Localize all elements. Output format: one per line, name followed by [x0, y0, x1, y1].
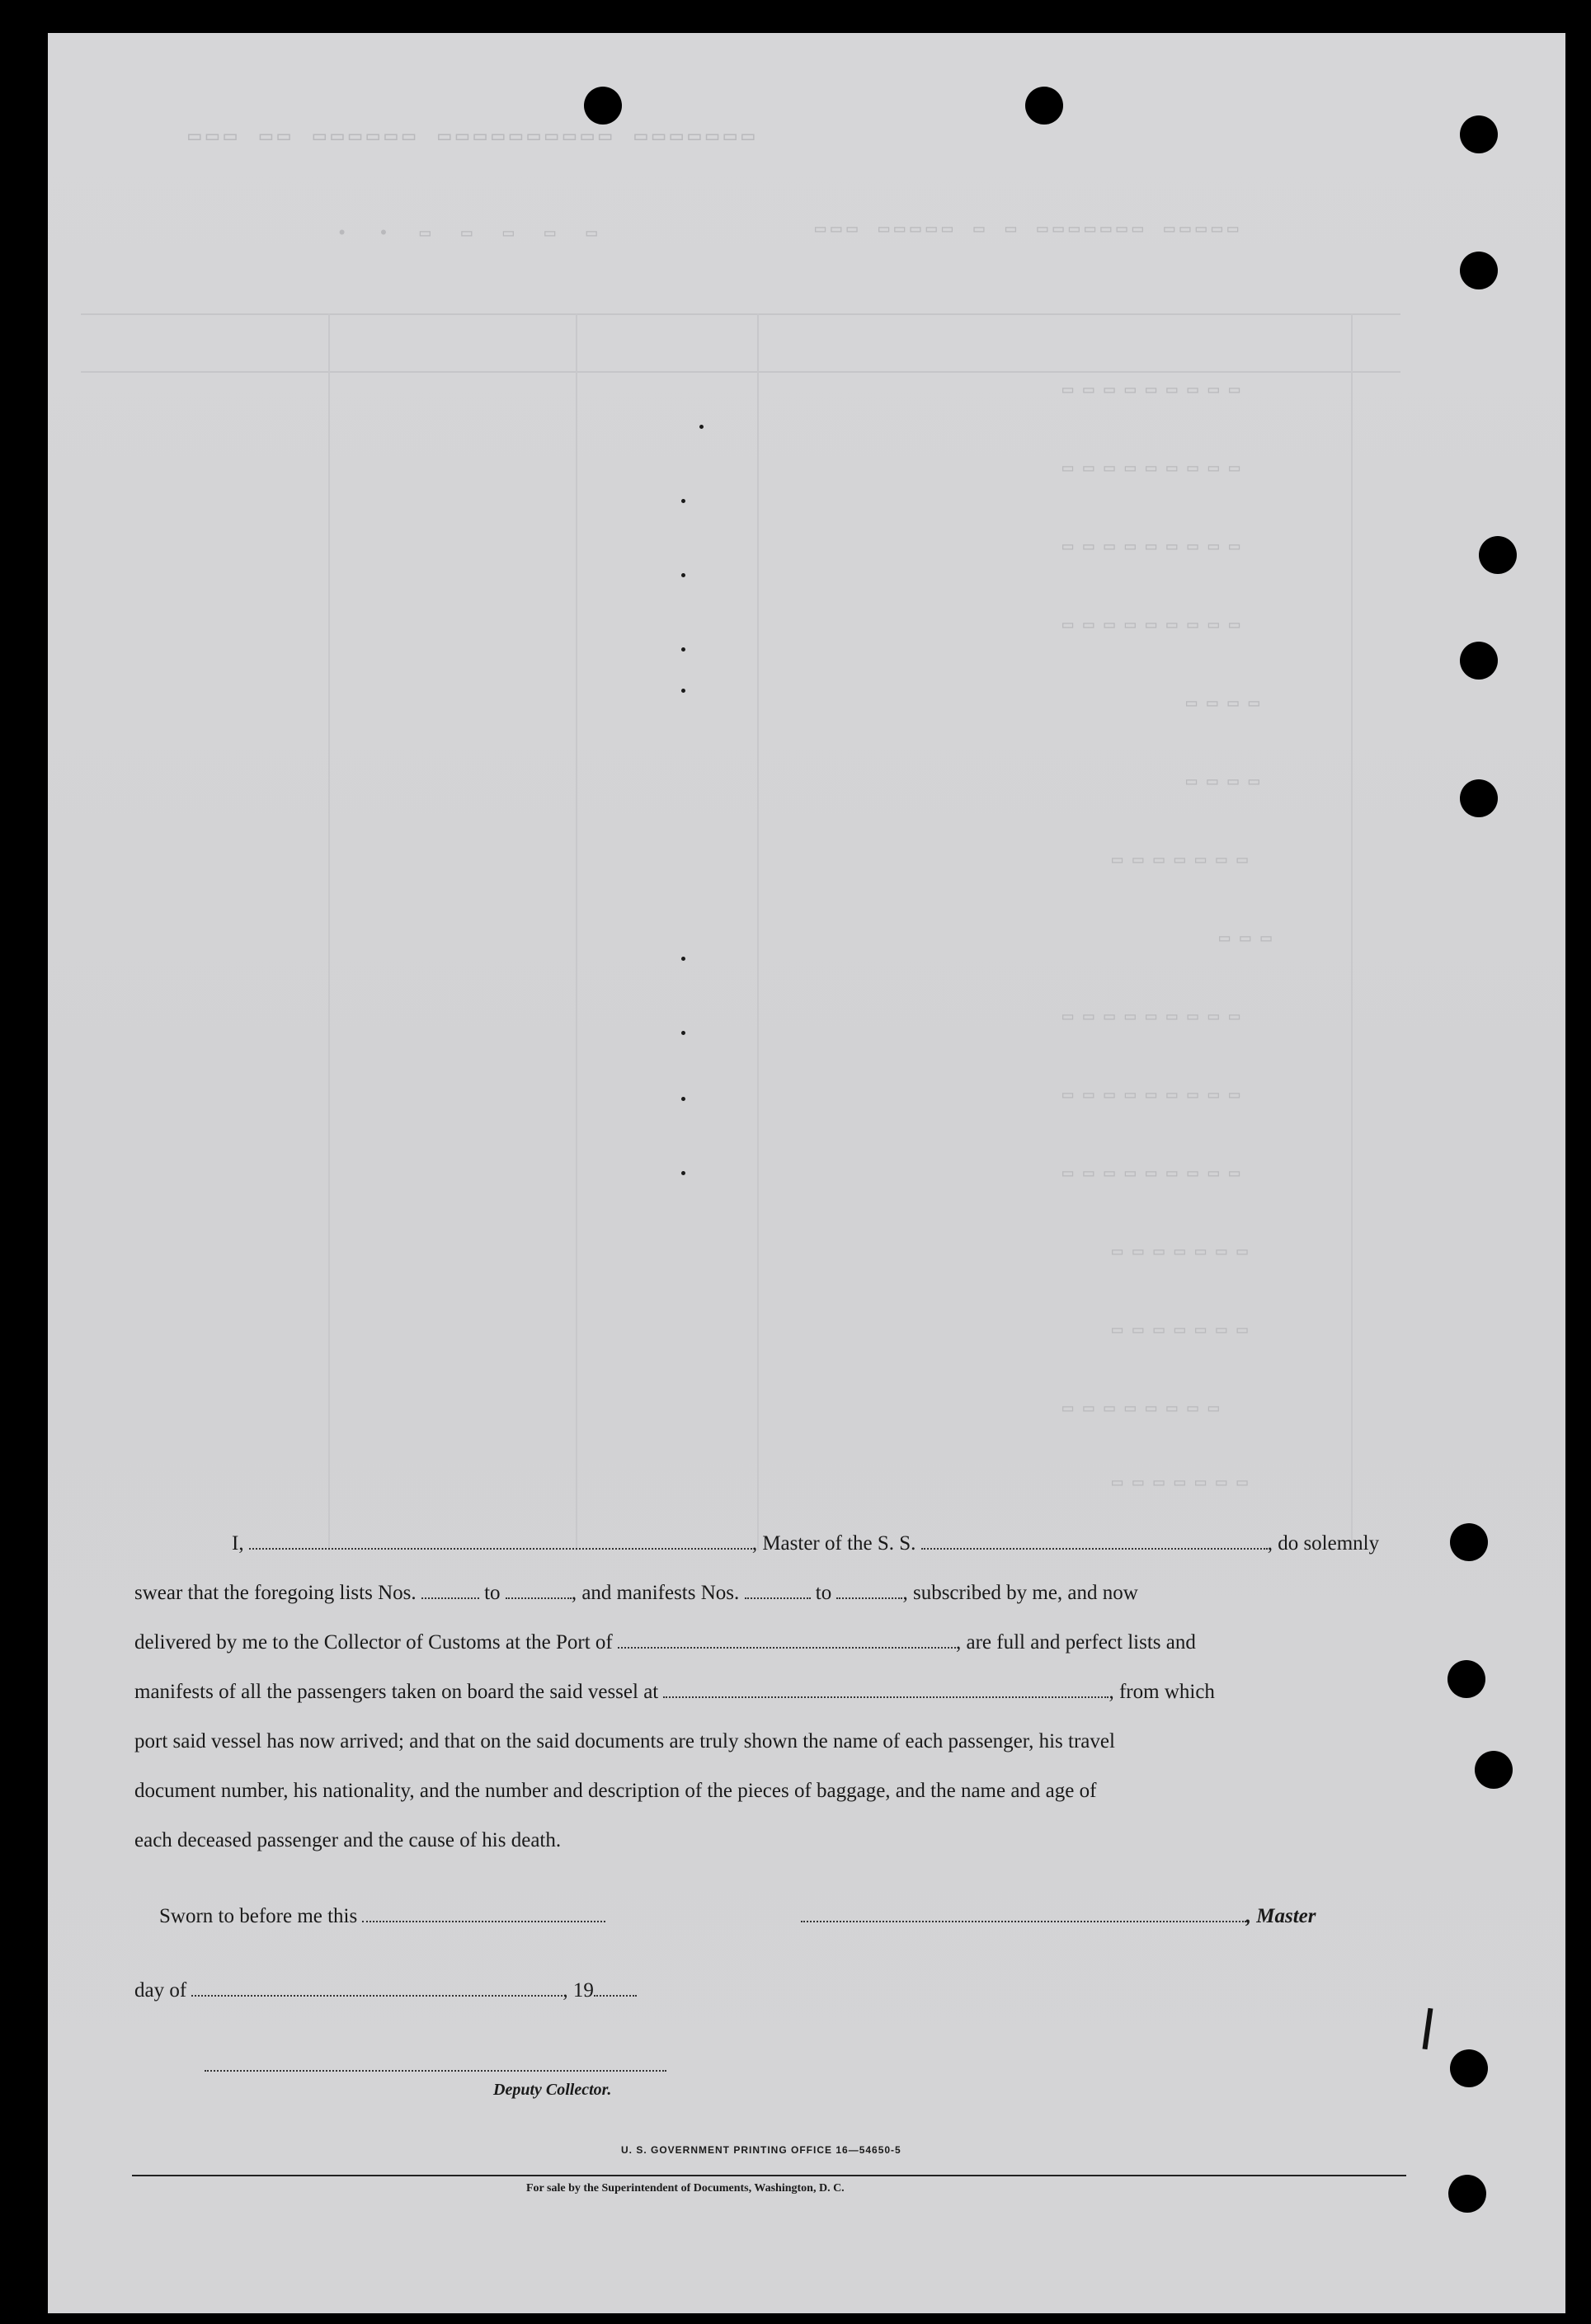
punch-hole [1025, 87, 1063, 125]
master-name-field[interactable] [249, 1533, 752, 1550]
faint-row: ▭▭▭▭▭▭▭▭▭ [1062, 615, 1250, 636]
faint-table-rule [81, 371, 1400, 373]
faint-row: ▭▭▭▭ [1186, 772, 1269, 793]
punch-hole [1460, 252, 1498, 289]
oath-do-solemnly: , do solemnly [1267, 1532, 1380, 1555]
oath-and-manifests: , and manifests Nos. [571, 1582, 740, 1604]
stray-mark [681, 689, 685, 693]
punch-hole [1479, 536, 1517, 574]
lists-to-field[interactable] [506, 1583, 572, 1599]
oath-line-7 [134, 1829, 1454, 1852]
stray-mark [681, 1031, 685, 1035]
oath-to-2: to [815, 1582, 832, 1604]
faint-row: ▭▭▭▭▭▭▭ [1112, 850, 1258, 871]
manifest-page [48, 33, 1565, 2313]
manifests-from-field[interactable] [745, 1583, 811, 1599]
faint-table-rule [328, 313, 330, 1550]
sworn-master-label: , Master [1245, 1905, 1316, 1927]
stray-mark [681, 499, 685, 503]
year-prefix: , 19 [562, 1979, 594, 2002]
oath-from-which: , from which [1109, 1681, 1215, 1703]
oath-manifests: manifests of all the passengers taken on board the said vessel at [134, 1681, 659, 1703]
faint-table-rule [1351, 313, 1353, 1550]
faint-table-rule [757, 313, 759, 1550]
sworn-date-field[interactable] [362, 1906, 605, 1922]
oath-line-5 [134, 1730, 1454, 1753]
sworn-label: Sworn to before me this [159, 1905, 358, 1927]
punch-hole [1450, 1523, 1488, 1561]
stray-mark [699, 425, 704, 429]
punch-hole [1475, 1751, 1513, 1789]
stray-mark [681, 647, 685, 652]
day-of-field[interactable] [191, 1980, 562, 1997]
faint-row: ▭▭▭▭▭▭▭▭▭ [1062, 1164, 1250, 1184]
faint-row: ▭▭▭ [1219, 929, 1282, 949]
faint-header-line: • • ▭ ▭ ▭ ▭ ▭ [337, 223, 607, 244]
oath-i: I, [232, 1532, 244, 1555]
faint-header-ship: ▭▭▭ ▭▭▭▭▭ ▭ ▭ ▭▭▭▭▭▭▭ ▭▭▭▭▭ [815, 219, 1244, 240]
year-field[interactable] [594, 1980, 637, 1997]
faint-row: ▭▭▭▭▭▭▭ [1112, 1473, 1258, 1494]
deputy-signature-line[interactable] [205, 2070, 666, 2072]
stray-mark [681, 573, 685, 577]
manifests-to-field[interactable] [836, 1583, 902, 1599]
oath-line-1 [134, 1532, 1454, 1555]
stray-mark [681, 957, 685, 961]
deputy-collector-label: Deputy Collector. [493, 2081, 612, 2099]
faint-table-rule [576, 313, 577, 1550]
stray-mark [681, 1171, 685, 1175]
oath-master-of: , Master of the S. S. [751, 1532, 916, 1555]
punch-hole [1460, 779, 1498, 817]
ship-name-field[interactable] [921, 1533, 1268, 1550]
faint-row: ▭▭▭▭▭▭▭▭▭ [1062, 459, 1250, 479]
oath-line-4 [134, 1681, 1454, 1704]
port-field[interactable] [618, 1632, 956, 1649]
oath-full-lists: , are full and perfect lists and [956, 1631, 1196, 1654]
faint-row: ▭▭▭▭▭▭▭▭▭ [1062, 537, 1250, 557]
day-of-line [134, 1979, 1454, 2002]
faint-row: ▭▭▭▭▭▭▭▭▭ [1062, 1007, 1250, 1028]
sale-info: For sale by the Superintendent of Documents, Washington, D. C. [526, 2182, 845, 2195]
oath-deceased: each deceased passenger and the cause of his death. [134, 1829, 562, 1851]
lists-from-field[interactable] [421, 1583, 479, 1599]
punch-hole [1448, 2175, 1486, 2213]
faint-row: ▭▭▭▭▭▭▭ [1112, 1242, 1258, 1263]
oath-line-6 [134, 1780, 1454, 1803]
faint-row: ▭▭▭▭▭▭▭ [1112, 1320, 1258, 1341]
master-signature-field[interactable] [801, 1906, 1246, 1922]
oath-swear: swear that the foregoing lists Nos. [134, 1582, 417, 1604]
faint-header-title: ▭▭▭ ▭▭ ▭▭▭▭▭▭ ▭▭▭▭▭▭▭▭▭▭ ▭▭▭▭▭▭▭ [188, 125, 760, 149]
stray-mark [681, 1097, 685, 1101]
punch-hole [1450, 2049, 1488, 2087]
footer-rule [132, 2175, 1406, 2176]
oath-port-arrived: port said vessel has now arrived; and that on the said documents are truly shown the name of each passenger, his travel [134, 1730, 1115, 1752]
faint-row: ▭▭▭▭▭▭▭▭ [1062, 1399, 1229, 1419]
sworn-line [134, 1905, 1454, 1928]
oath-line-2 [134, 1582, 1454, 1605]
oath-delivered: delivered by me to the Collector of Customs at the Port of [134, 1631, 613, 1654]
oath-to-1: to [484, 1582, 501, 1604]
oath-subscribed: , subscribed by me, and now [902, 1582, 1138, 1604]
print-office-info: U. S. GOVERNMENT PRINTING OFFICE 16—54650-5 [621, 2144, 901, 2156]
punch-hole [1460, 115, 1498, 153]
punch-hole [1447, 1660, 1485, 1698]
faint-row: ▭▭▭▭ [1186, 694, 1269, 714]
oath-document-number: document number, his nationality, and the number and description of the pieces of baggage, and the name and age of [134, 1780, 1097, 1802]
faint-row: ▭▭▭▭▭▭▭▭▭ [1062, 1085, 1250, 1106]
faint-row: ▭▭▭▭▭▭▭▭▭ [1062, 380, 1250, 401]
day-of-label: day of [134, 1979, 187, 2002]
handwritten-mark [1423, 2008, 1433, 2049]
boarding-port-field[interactable] [663, 1682, 1109, 1698]
faint-table-rule [81, 313, 1400, 315]
punch-hole [584, 87, 622, 125]
punch-hole [1460, 642, 1498, 680]
oath-line-3 [134, 1631, 1454, 1654]
